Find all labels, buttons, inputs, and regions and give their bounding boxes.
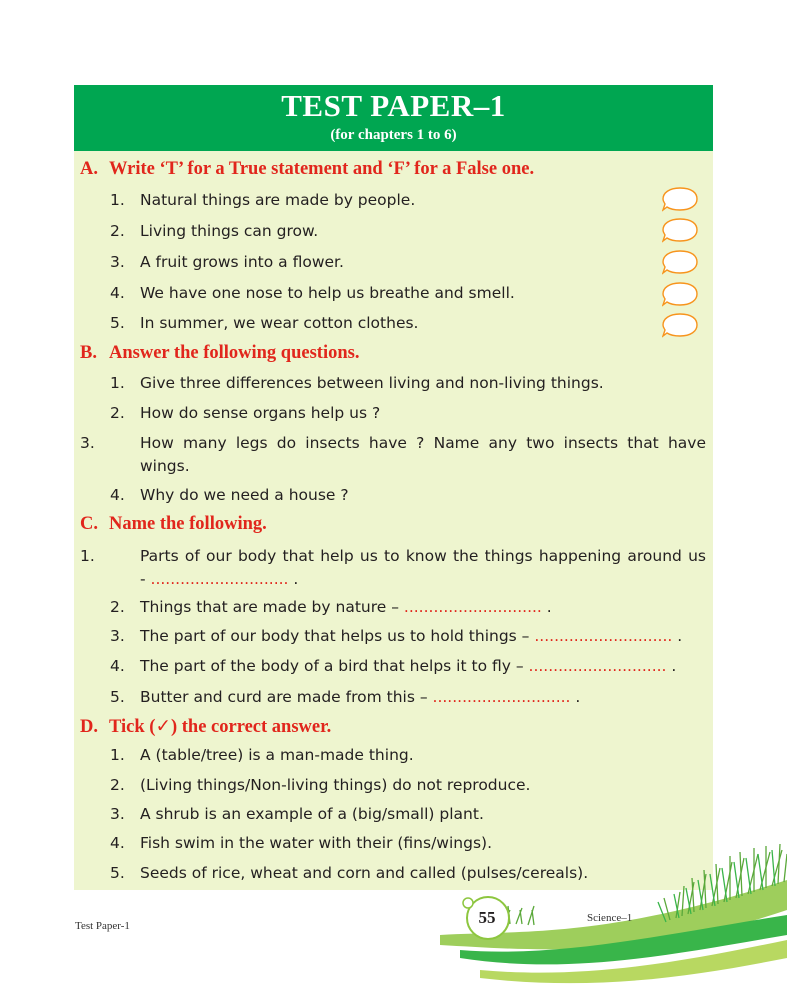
item-number: 2. (110, 222, 125, 240)
item-text: Why do we need a house ? (140, 486, 349, 504)
item-text: Natural things are made by people. (140, 191, 416, 209)
item-text-line-2: wings. (140, 457, 190, 475)
answer-bubble-3[interactable] (662, 249, 698, 275)
item-number: 5. (110, 314, 125, 332)
item-period: . (570, 688, 581, 706)
item-number: 5. (110, 688, 125, 706)
item-number: 4. (110, 834, 125, 852)
answer-blank[interactable]: ............................ (432, 688, 571, 706)
answer-blank[interactable]: ............................ (150, 570, 289, 588)
item-text: The part of our body that helps us to hold things – (140, 627, 535, 645)
answer-blank[interactable]: ............................ (528, 657, 667, 675)
answer-bubble-2[interactable] (662, 217, 698, 243)
section-c-item-2 (110, 598, 552, 616)
section-a-title: Write ‘T’ for a True statement and ‘F’ for a False one. (109, 159, 535, 179)
section-a-letter: A. (80, 159, 98, 179)
item-number: 5. (110, 864, 125, 882)
item-number: 1. (110, 374, 125, 392)
item-text: Fish swim in the water with their (fins/wings). (140, 834, 492, 852)
section-d-item-2 (110, 776, 530, 794)
item-text: Give three differences between living and non-living things. (140, 374, 604, 392)
item-period: . (672, 627, 683, 645)
item-number: 2. (110, 404, 125, 422)
section-b-item-4 (110, 486, 349, 504)
page-number: 55 (478, 908, 496, 927)
item-text: Butter and curd are made from this – (140, 688, 433, 706)
section-c-item-3 (110, 627, 682, 645)
section-a-item-3 (110, 253, 344, 271)
item-text: Seeds of rice, wheat and corn and called (pulses/cereals). (140, 864, 589, 882)
item-number: 3. (80, 434, 95, 452)
item-text: (Living things/Non-living things) do not reproduce. (140, 776, 531, 794)
tick-icon: ✓ (155, 716, 171, 737)
footer-right-label: Science–1 (587, 912, 633, 924)
item-text: A fruit grows into a flower. (140, 253, 344, 271)
item-text: Things that are made by nature – (140, 598, 404, 616)
footer-left-label: Test Paper-1 (75, 920, 130, 932)
section-b-item-1 (110, 374, 604, 392)
answer-bubble-1[interactable] (662, 186, 698, 212)
test-paper-header (74, 85, 713, 151)
answer-bubble-4[interactable] (662, 281, 698, 307)
section-c-item-4 (110, 657, 676, 675)
item-text: A shrub is an example of a (big/small) plant. (140, 805, 484, 823)
section-d-letter: D. (80, 717, 98, 737)
item-text: How do sense organs help us ? (140, 404, 381, 422)
page-title: TEST PAPER–1 (281, 88, 506, 123)
answer-blank[interactable]: ............................ (403, 598, 542, 616)
item-number: 3. (110, 253, 125, 271)
item-dash: - (140, 570, 151, 588)
section-d-title-pre: Tick ( (109, 717, 156, 737)
item-number: 1. (110, 746, 125, 764)
item-number: 3. (110, 627, 125, 645)
section-c-item-5 (110, 688, 580, 706)
item-number: 1. (80, 547, 95, 565)
item-text-line-1: How many legs do insects have ? Name any two insects that have (140, 434, 706, 452)
answer-blank[interactable]: ............................ (534, 627, 673, 645)
section-c-heading (80, 514, 267, 535)
item-period: . (288, 570, 299, 588)
item-text: The part of the body of a bird that helps it to fly – (140, 657, 529, 675)
section-b-item-2 (110, 404, 380, 422)
section-d-heading (80, 716, 331, 738)
item-text-line-1: Parts of our body that help us to know the things happening around us (140, 547, 706, 565)
item-number: 4. (110, 284, 125, 302)
section-a-item-1 (110, 191, 415, 209)
section-c-letter: C. (80, 514, 98, 534)
section-a-heading (80, 159, 534, 180)
section-b-heading (80, 343, 359, 364)
section-d-item-1 (110, 746, 414, 764)
section-d-item-4 (110, 834, 492, 852)
item-text: A (table/tree) is a man-made thing. (140, 746, 414, 764)
section-b-letter: B. (80, 343, 97, 363)
item-number: 4. (110, 657, 125, 675)
item-text: We have one nose to help us breathe and smell. (140, 284, 515, 302)
section-d-item-3 (110, 805, 484, 823)
item-number: 3. (110, 805, 125, 823)
item-text: Living things can grow. (140, 222, 319, 240)
answer-bubble-5[interactable] (662, 312, 698, 338)
item-number: 4. (110, 486, 125, 504)
section-c-item-1 (80, 545, 706, 591)
item-text: In summer, we wear cotton clothes. (140, 314, 419, 332)
section-b-title: Answer the following questions. (109, 343, 360, 363)
item-number: 2. (110, 776, 125, 794)
item-period: . (541, 598, 552, 616)
section-c-title: Name the following. (109, 514, 267, 534)
section-a-item-2 (110, 222, 318, 240)
item-number: 1. (110, 191, 125, 209)
section-a-item-5 (110, 314, 418, 332)
page-subtitle: (for chapters 1 to 6) (330, 127, 457, 143)
item-number: 2. (110, 598, 125, 616)
section-d-title-post: ) the correct answer. (170, 717, 332, 737)
section-b-item-3 (80, 432, 706, 478)
section-a-item-4 (110, 284, 515, 302)
item-period: . (666, 657, 677, 675)
